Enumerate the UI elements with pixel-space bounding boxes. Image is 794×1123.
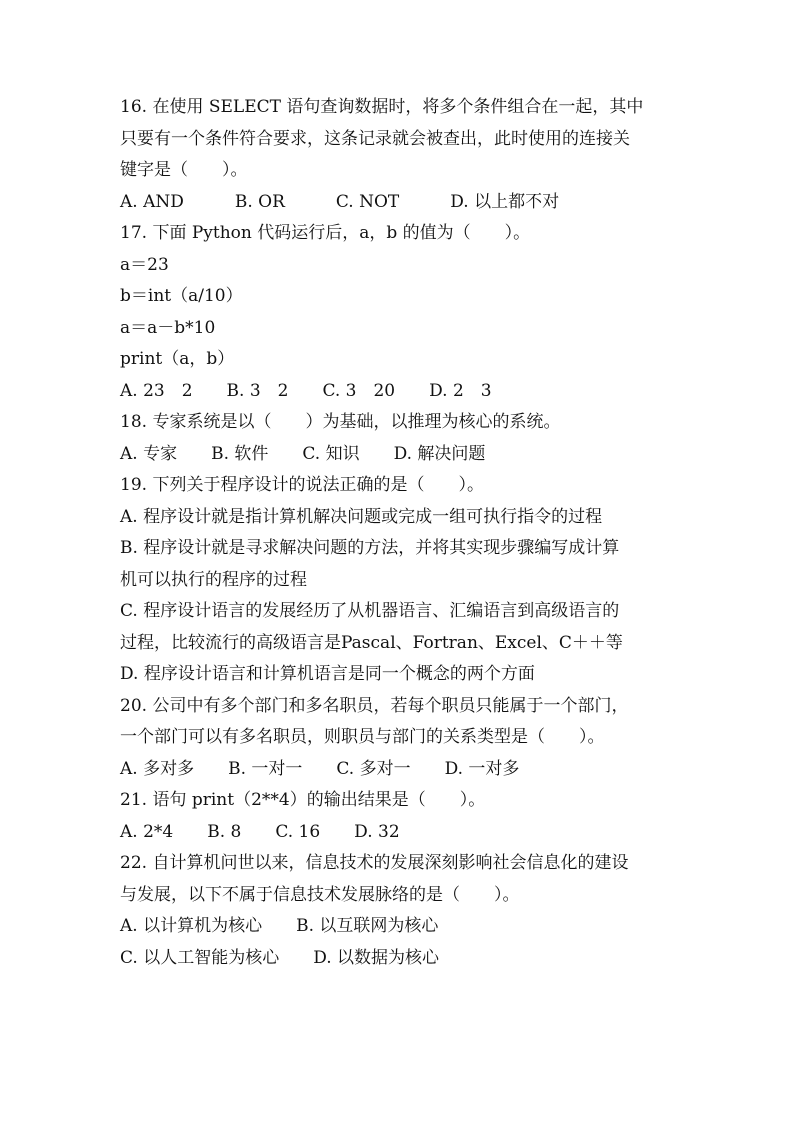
- q17-code-line-2: b＝int（a/10）: [120, 286, 243, 306]
- q22-stem-line-2: 与发展，以下不属于信息技术发展脉络的是（ ）。: [120, 884, 520, 905]
- exam-page: [120, 92, 682, 974]
- q20-options: A. 多对多 B. 一对一 C. 多对一 D. 一对多: [120, 758, 520, 779]
- q16-stem-line-3: 键字是（ ）。: [120, 160, 248, 180]
- q16-stem-line-1: 16. 在使用 SELECT 语句查询数据时，将多个条件组合在一起，其中: [120, 97, 644, 117]
- q21-stem: 21. 语句 print（2**4）的输出结果是（ ）。: [120, 790, 486, 810]
- q22-options-line-2: C. 以人工智能为核心 D. 以数据为核心: [120, 947, 440, 968]
- q18-stem: 18. 专家系统是以（ ）为基础，以推理为核心的系统。: [120, 412, 561, 432]
- q19-option-b-line-2: 机可以执行的程序的过程: [120, 569, 307, 590]
- q19-option-c-line-1: C. 程序设计语言的发展经历了从机器语言、汇编语言到高级语言的: [120, 601, 620, 621]
- q17-options: A. 23 2 B. 3 2 C. 3 20 D. 2 3: [120, 380, 492, 401]
- q22-options-line-1: A. 以计算机为核心 B. 以互联网为核心: [120, 916, 439, 936]
- q17-stem: 17. 下面 Python 代码运行后，a，b 的值为（ ）。: [120, 223, 531, 243]
- q16-options: A. AND B. OR C. NOT D. 以上都不对: [120, 191, 560, 212]
- q19-option-c-line-2: 过程，比较流行的高级语言是Pascal、Fortran、Excel、C＋＋等: [120, 632, 623, 653]
- q19-option-a: A. 程序设计就是指计算机解决问题或完成一组可执行指令的过程: [120, 506, 603, 527]
- q20-stem-line-1: 20. 公司中有多个部门和多名职员，若每个职员只能属于一个部门，: [120, 695, 629, 716]
- q16-stem-line-2: 只要有一个条件符合要求，这条记录就会被查出，此时使用的连接关: [120, 128, 630, 149]
- q21-options: A. 2*4 B. 8 C. 16 D. 32: [120, 821, 400, 842]
- q17-code-line-3: a＝a－b*10: [120, 317, 216, 338]
- q20-stem-line-2: 一个部门可以有多名职员，则职员与部门的关系类型是（ ）。: [120, 727, 605, 747]
- q19-option-b-line-1: B. 程序设计就是寻求解决问题的方法，并将其实现步骤编写成计算: [120, 538, 620, 558]
- q17-code-line-1: a＝23: [120, 254, 169, 275]
- q18-options: A. 专家 B. 软件 C. 知识 D. 解决问题: [120, 443, 486, 464]
- q19-stem: 19. 下列关于程序设计的说法正确的是（ ）。: [120, 475, 484, 495]
- q19-option-d: D. 程序设计语言和计算机语言是同一个概念的两个方面: [120, 664, 535, 684]
- q22-stem-line-1: 22. 自计算机问世以来，信息技术的发展深刻影响社会信息化的建设: [120, 853, 629, 873]
- q17-code-line-4: print（a，b）: [120, 349, 235, 369]
